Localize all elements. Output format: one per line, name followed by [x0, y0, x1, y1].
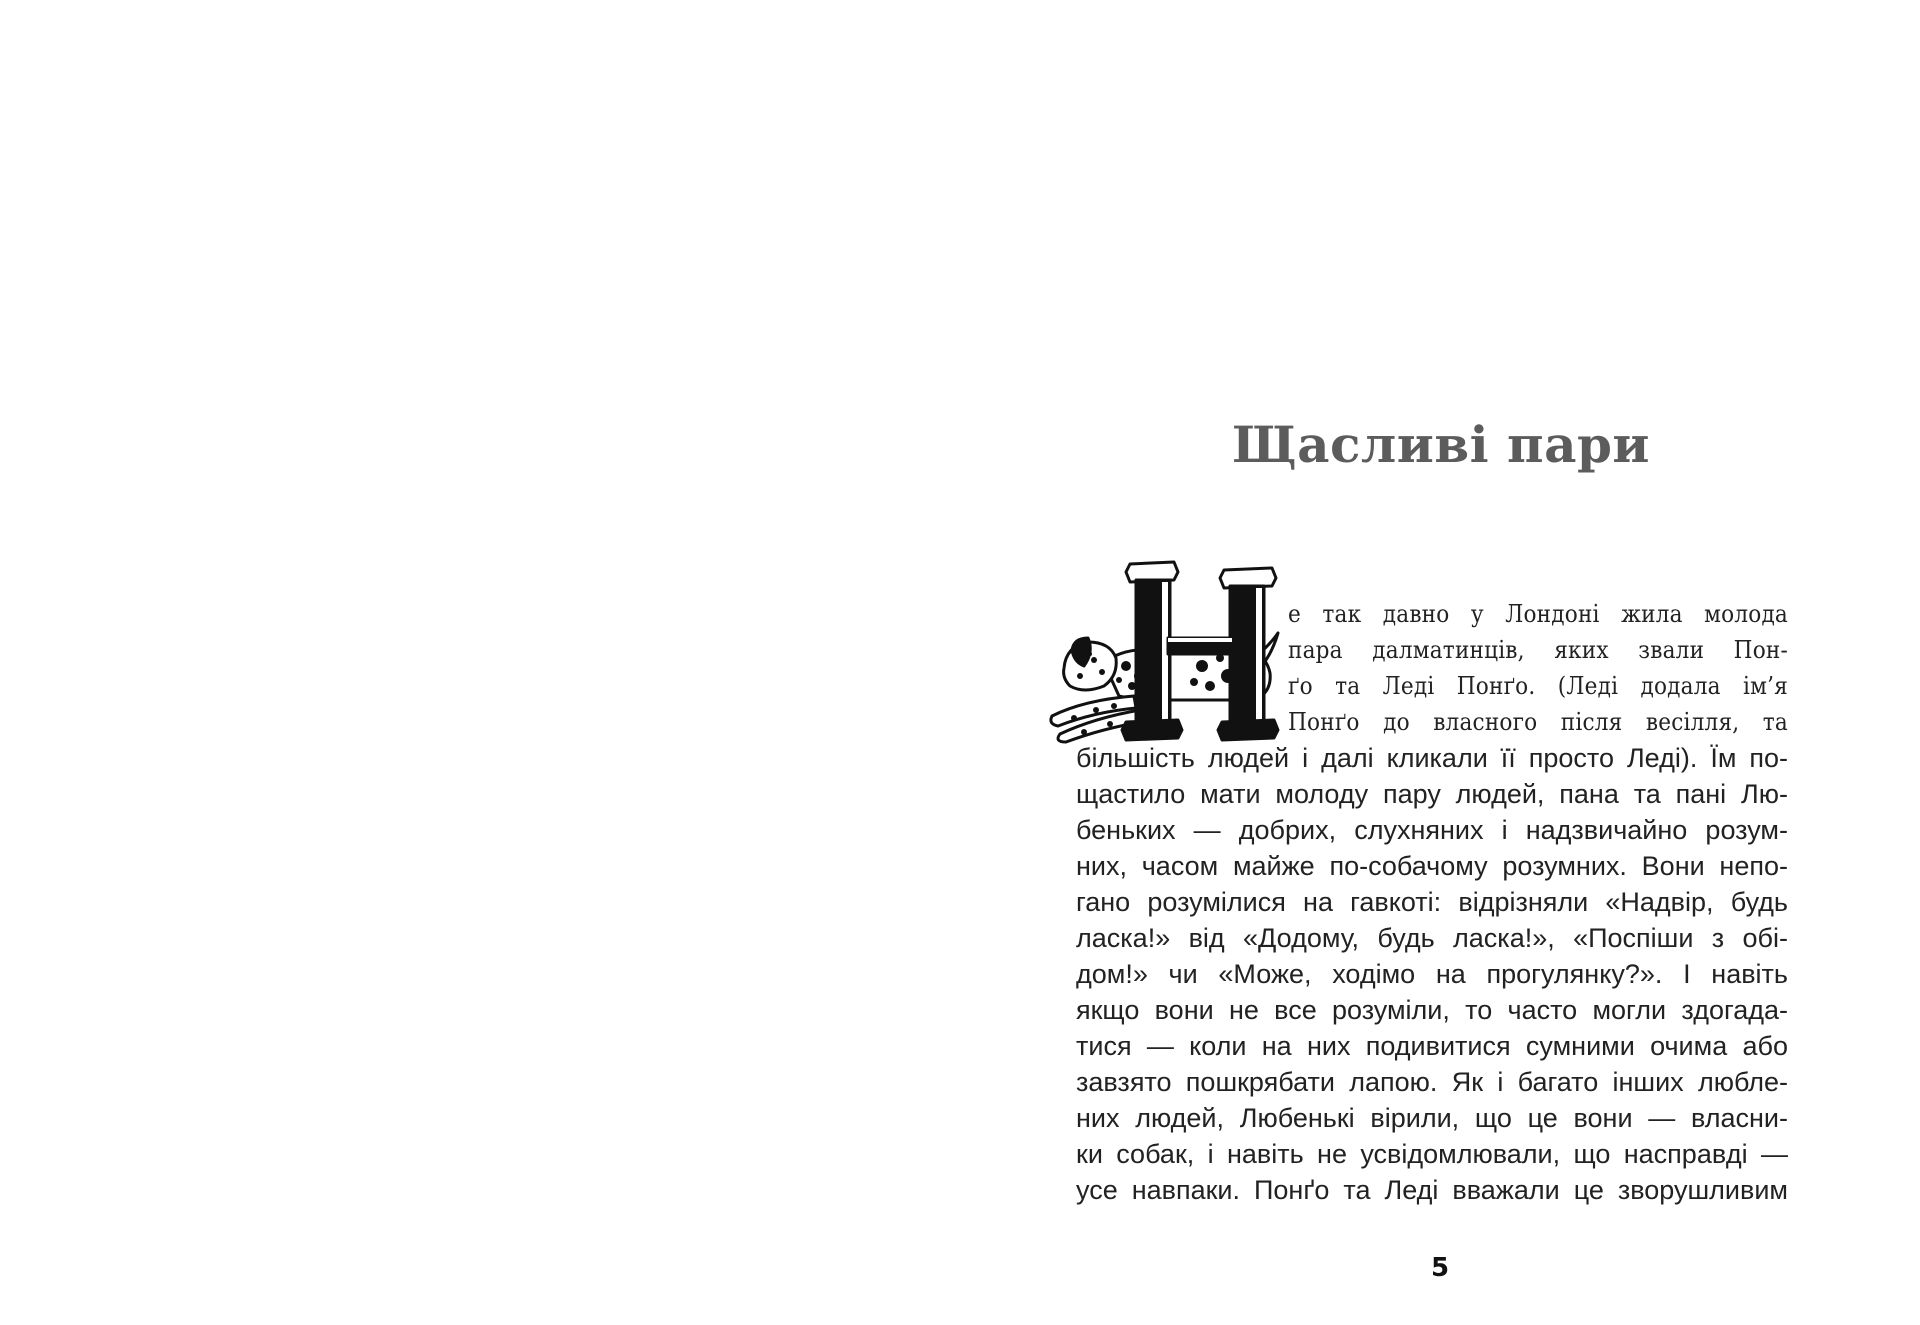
- text-line: щастило мати молоду пару людей, пана та пані Лю-: [1076, 779, 1788, 809]
- text-line: е так давно у Лондоні жила молода: [1288, 600, 1788, 628]
- text-line: завзято пошкрябати лапою. Як і багато інших любле-: [1076, 1067, 1788, 1097]
- text-line: них, часом майже по-собачому розумних. Вони непо-: [1076, 851, 1788, 881]
- chapter-title: Щасливі пари: [1232, 415, 1651, 474]
- text-line: Понґо до власного після весілля, та: [1288, 708, 1788, 736]
- text-line: гано розумілися на гавкоті: відрізняли «Надвір, будь: [1076, 887, 1788, 917]
- text-line: ґо та Леді Понґо. (Леді додала ім’я: [1288, 672, 1788, 700]
- text-line: усе навпаки. Понґо та Леді вважали це зворушливим: [1076, 1175, 1788, 1205]
- text-line: них людей, Любенькі вірили, що це вони — власни-: [1076, 1103, 1788, 1133]
- text-line: якщо вони не все розуміли, то часто могли здогада-: [1076, 995, 1788, 1025]
- text-line: дом!» чи «Може, ходімо на прогулянку?». І навіть: [1076, 959, 1788, 989]
- text-line: ки собак, і навіть не усвідомлювали, що насправді —: [1076, 1139, 1788, 1169]
- page-number: 5: [1430, 1253, 1450, 1283]
- chapter-body-text: [1076, 596, 1788, 1216]
- text-line: тися — коли на них подивитися сумними очима або: [1076, 1031, 1788, 1061]
- text-line: ласка!» від «Додому, будь ласка!», «Поспіши з обі-: [1076, 923, 1788, 953]
- text-line: беньких — добрих, слухняних і надзвичайно розум-: [1076, 815, 1788, 845]
- text-line: пара далматинців, яких звали Пон-: [1288, 636, 1788, 664]
- text-line: більшість людей і далі кликали її просто Леді). Їм по-: [1076, 743, 1788, 773]
